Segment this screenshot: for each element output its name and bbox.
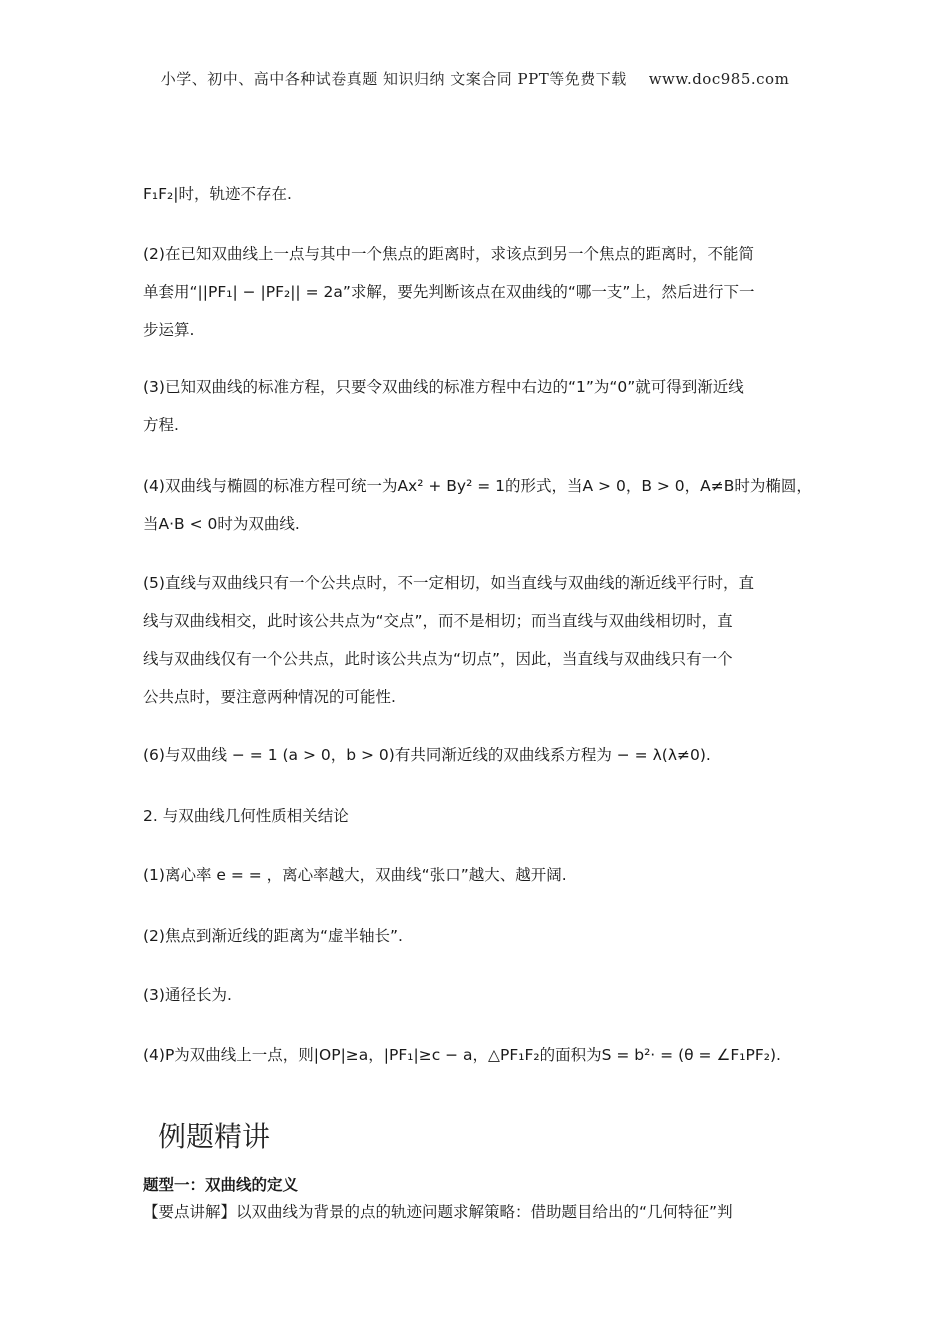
property-4: [143, 1036, 811, 1074]
property-1: [143, 856, 811, 894]
text-line: 线与双曲线相交，此时该公共点为“交点”，而不是相切；而当直线与双曲线相切时，直: [143, 612, 733, 630]
text-line: 步运算.: [143, 321, 195, 339]
text-line: 方程.: [143, 416, 179, 434]
text-line: 线与双曲线仅有一个公共点，此时该公共点为“切点”，因此，当直线与双曲线只有一个: [143, 650, 733, 668]
text-line: 【要点讲解】以双曲线为背景的点的轨迹问题求解策略：借助题目给出的“几何特征”判: [143, 1203, 733, 1221]
paragraph-4: [143, 467, 811, 543]
paragraph-5: [143, 564, 811, 716]
text-line: 2. 与双曲线几何性质相关结论: [143, 807, 349, 825]
text-line: (2)焦点到渐近线的距离为“虚半轴长”.: [143, 927, 403, 945]
property-3: [143, 976, 811, 1014]
paragraph-2: [143, 235, 811, 349]
paragraph-3: [143, 368, 811, 444]
paragraph-6: [143, 736, 811, 774]
text-line: (3)通径长为.: [143, 986, 232, 1004]
page-header: [0, 68, 950, 89]
text-line: (1)离心率 e = = ，离心率越大，双曲线“张口”越大、越开阔.: [143, 866, 567, 884]
text-line: 单套用“||PF₁| − |PF₂|| = 2a”求解，要先判断该点在双曲线的“哪一支”上，然后进行下一: [143, 283, 755, 301]
header-text: 小学、初中、高中各种试卷真题 知识归纳 文案合同 PPT等免费下载: [160, 70, 627, 88]
text-line: (4)双曲线与椭圆的标准方程可统一为Ax² + By² = 1的形式，当A > 0，B > 0，A≠B时为椭圆，: [143, 477, 812, 495]
type-1-text: [143, 1197, 811, 1227]
section-title: 例题精讲: [158, 1120, 271, 1153]
paragraph-1-tail: [143, 175, 811, 213]
text-line: 当A·B < 0时为双曲线.: [143, 515, 300, 533]
header-site: www.doc985.com: [648, 70, 790, 88]
text-line: 题型一：双曲线的定义: [143, 1176, 299, 1194]
text-line: F₁F₂|时，轨迹不存在.: [143, 185, 292, 203]
text-line: (6)与双曲线 − = 1 (a > 0，b > 0)有共同渐近线的双曲线系方程为 − = λ(λ≠0).: [143, 746, 711, 764]
section-2-heading: [143, 797, 811, 835]
text-line: 公共点时，要注意两种情况的可能性.: [143, 688, 396, 706]
text-line: (4)P为双曲线上一点，则|OP|≥a，|PF₁|≥c − a，△PF₁F₂的面积为S = b²· = (θ = ∠F₁PF₂).: [143, 1046, 781, 1064]
text-line: (5)直线与双曲线只有一个公共点时，不一定相切，如当直线与双曲线的渐近线平行时，直: [143, 574, 754, 592]
property-2: [143, 917, 811, 955]
type-1-title: [143, 1170, 811, 1200]
text-line: (2)在已知双曲线上一点与其中一个焦点的距离时，求该点到另一个焦点的距离时，不能简: [143, 245, 754, 263]
text-line: (3)已知双曲线的标准方程，只要令双曲线的标准方程中右边的“1”为“0”就可得到渐近线: [143, 378, 744, 396]
